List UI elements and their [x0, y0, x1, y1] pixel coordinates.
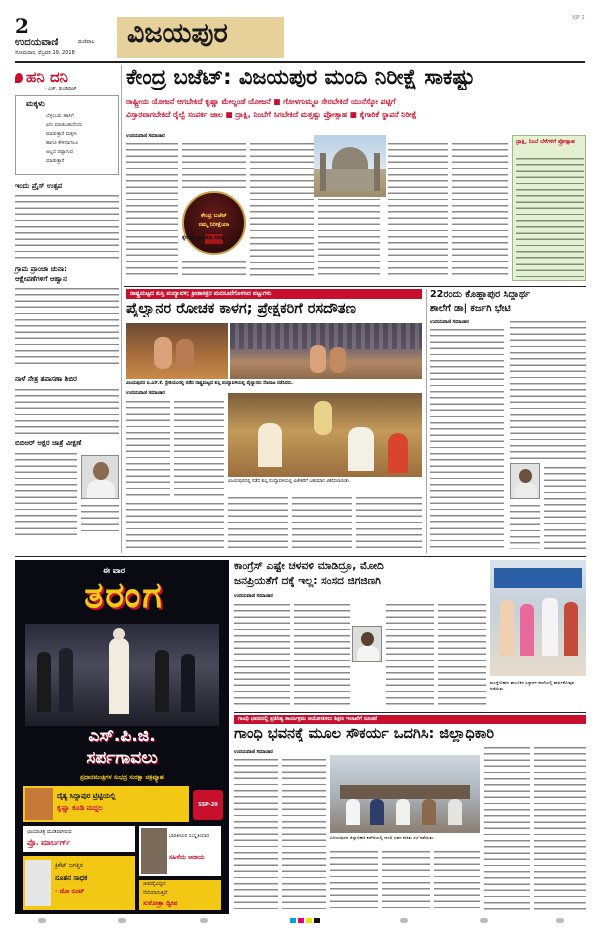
column-author: - ಎಚ್. ಡುಂಡಿರಾಜ್ [45, 87, 77, 92]
promo1-box [23, 786, 189, 822]
wrestling-body-col1 [126, 399, 170, 497]
poem-box [15, 95, 119, 175]
brief3-title: ನಾಳೆ ನೇತ್ರ ತಪಾಸಣಾ ಶಿಬಿರ [15, 375, 77, 383]
wrestling-photo-1 [126, 323, 228, 379]
lead-divider [124, 286, 586, 287]
gandhi-body-col6 [484, 745, 530, 911]
taranga-brand: ತರಂಗ [84, 575, 164, 616]
siddhartha-body-col1 [430, 327, 504, 549]
taranga-cover-title-2: ಸರ್ಪಗಾವಲು [86, 748, 158, 768]
taranga-cover-title-1: ಎಸ್.ಪಿ.ಜಿ. [88, 726, 156, 746]
promo3-box [23, 856, 135, 910]
mid-divider [15, 556, 586, 557]
promo1-photo [25, 788, 53, 820]
promo5-line2: ಸಹಿಳೆಯ ಆದಾಯ [169, 854, 205, 861]
poem-lines [46, 112, 112, 166]
lead-body-col2b [182, 259, 246, 279]
siddhartha-byline: ಉದಯವಾಣಿ ಸಮಾಚಾರ [430, 320, 469, 325]
wrestling-kicker: ರಾಷ್ಟ್ರಮಟ್ಟದ ಕುಸ್ತಿ ಪಂದ್ಯಾವಳಿ; ಕ್ರೀಡಾಸಕ್ತರ ಮನಸೂರೆಗೊಳಿಸಿದ ಪಟ್ಟುಗಳು [130, 290, 272, 297]
gandhi-caption: ವಿಜಯಪುರದ ಜಿಲ್ಲಾಧಿಕಾರಿ ಕಚೇರಿಯಲ್ಲಿ ಗಾಂಧಿ ಭವನ ಕುರಿತು ಸಭೆ ನಡೆಯಿತು. [330, 835, 435, 840]
gandhi-body-col2 [282, 757, 326, 911]
promo2-line2: ಪ್ರೊ. ಮಾರ್ಬರ್ಗ್ [27, 838, 71, 847]
siddhartha-event-photo [490, 560, 586, 676]
budget-badge-line1: ಕೇಂದ್ರ ಬಜೆಟ್ [201, 213, 227, 219]
sidebar-divider [121, 65, 122, 553]
lower-divider [234, 712, 586, 713]
brief4-body-cont [81, 503, 119, 535]
lead-headline: ಕೇಂದ್ರ ಬಜೆಟ್: ವಿಜಯಪುರ ಮಂದಿ ನಿರೀಕ್ಷೆ ಸಾಕಷ್ಟು [126, 65, 475, 89]
wrestling-caption-1: ವಿಜಯಪುರದ ಐ.ಎಸ್.ಕೆ. ಸ್ಟೇಡಿಯಂನಲ್ಲಿ ನಡೆದ ರಾಷ್ಟ್ರಮಟ್ಟದ ಕುಸ್ತಿ ಪಂದ್ಯಾವಳಿಯಲ್ಲಿ ಪೈಲ್ವಾನರು ಸೆಣಸಾಟ ನಡೆಸಿದರು. [126, 381, 294, 386]
masthead [0, 0, 600, 62]
brief1-title: ಇಂದು ಪ್ರೈಸ್ ಉತ್ಸವ [15, 182, 63, 190]
promo1-line1: ದೈತ್ಯ ಸಿದ್ದಾಪುರ ಟ್ರಿಟ್ಟಿಯಲ್ಲಿ [57, 792, 116, 800]
promo5-photo [141, 828, 167, 874]
gandhi-body-col3 [330, 849, 378, 911]
page-number: 2 [15, 14, 29, 38]
promo5-line1: ಭಾರತೀಯರ ಸಂಸ್ಕೃತಿಯಾದ [169, 834, 210, 839]
poem-title: ಮಕ್ಕಳು [26, 99, 45, 108]
date-line: ಸೋಮವಾರ, ಫೆಬ್ರವರಿ 19, 2018 [15, 50, 75, 56]
gandhi-headline: ಗಾಂಧಿ ಭವನಕ್ಕೆ ಮೂಲ ಸೌಕರ್ಯ ಒದಗಿಸಿ: ಜಿಲ್ಲಾಧಿಕಾರಿ [234, 726, 495, 742]
brief4-title: ಬಿಬಿಆರ್ ಅಕ್ಷರ ಜಾತ್ರೆ ವೀಕ್ಷಣೆ [15, 439, 82, 447]
budget-badge-line2: ನಮ್ಮ ನಿರೀಕ್ಷೆಯಾ [198, 222, 230, 228]
lead-body-col2 [182, 141, 246, 189]
promo3-line1: ಕ್ರಿಕೆಟ್ ಜಗತ್ತಿನ [55, 862, 84, 869]
promo2-box [23, 826, 135, 852]
promo4-line3: ಸುಕೋತ್ರಾ ದ್ವೀಪ [143, 899, 178, 907]
poem-line: ಬೆಳ್ಳಂಬರು ಹಾಸಿಗೆ [46, 114, 74, 119]
congress-headline-2: ಜನಪ್ರಿಯತೆಗೆ ದಕ್ಕೆ ಇಲ್ಲ: ಸಂಸದ ಜಿಗಜಿಣಗಿ [234, 575, 381, 587]
wrestling-headline: ಪೈಲ್ವಾನರ ರೋಚಕ ಕಾಳಗ; ಪ್ರೇಕ್ಷಕರಿಗೆ ರಸದೌತಣ [126, 301, 356, 317]
budget-badge [182, 191, 246, 255]
lead-body-col7 [452, 141, 508, 279]
siddhartha-body-col3 [544, 465, 586, 549]
brief2-body [15, 286, 119, 368]
gandhi-body-col1 [234, 757, 278, 911]
registration-marks [0, 918, 600, 928]
reg-mark [118, 918, 126, 923]
lead-deck-line1: ರಾಷ್ಟ್ರೀಯ ಯೋಜನೆ ಆಗಬೇಕಿದೆ ಕೃಷ್ಣಾ ಮೇಲ್ದಂಡೆ ಯೋಜನೆ ■ ಗೋಳಗುಮ್ಮಟ ಸೇರಬೇಕಿದೆ ಯುನೆಸ್ಕೋ ಪಟ್ಟಿಗೆ [126, 97, 396, 106]
lead-body-col3 [250, 141, 314, 233]
reg-mark-cyan [290, 918, 296, 923]
poem-line: ಅಲ್ಲದ ಪಟ್ಟಾಗುವ [46, 150, 73, 155]
gandhi-body-col5 [434, 849, 480, 911]
section-title: ವಿಜಯಪುರ [127, 18, 228, 49]
congress-body-col4 [438, 602, 486, 706]
wrestling-photo-2 [230, 323, 422, 379]
gandhi-byline: ಉದಯವಾಣಿ ಸಮಾಚಾರ [234, 750, 273, 755]
promo1-line2: ಕೃಷ್ಣಾ ಕೂಡಿ ಮದ್ದಲ [57, 804, 103, 812]
siddhartha-story [430, 289, 586, 553]
poem-line: ಏನು ಮಾಡಬಹುದೆಂದು [46, 123, 83, 128]
wrestling-byline: ಉದಯವಾಣಿ ಸಮಾಚಾರ [126, 391, 165, 396]
corner-tag: VJP 2 [572, 15, 585, 21]
lead-body-col6 [388, 141, 448, 279]
siddhartha-headline-2: ಶಾಲೆಗೆ ಡಾ| ಕರ್ಜಗಿ ಭೇಟಿ [430, 303, 511, 314]
column-logo [15, 67, 119, 95]
brief3-body [15, 387, 119, 435]
obituary-photo [81, 455, 119, 499]
lead-deck-line2: ವಿಸ್ತಾರವಾಗಬೇಕಿದೆ ರೈಲ್ವೆ ಸಂಪರ್ಕ ಜಾಲ ■ ದ್ರಾಕ್ಷಿ, ನಿಂಬೆಗೆ ಸಿಗಬೇಕಿದೆ ಮತ್ತಷ್ಟು ಪ್ರೋತ್ಸಾಹ ■ ಕೈಗಾರಿಕೆ ಸ್ಥಾಪನೆ ನಿರೀಕ್ಷೆ [126, 110, 417, 119]
highlight-body [516, 156, 584, 278]
reg-mark-yellow [306, 918, 312, 923]
brief4-body [15, 451, 77, 535]
reg-mark-black [314, 918, 320, 923]
wrestling-story [124, 289, 424, 553]
wrestling-body-col6 [356, 495, 422, 551]
lead-body-col1 [126, 141, 178, 277]
wrestling-body-col3 [126, 501, 224, 551]
column-logo-icon [15, 73, 23, 83]
promo2-line1: ಛಾಯಾಚಿತ್ರ ಮುಡಿಪಾಗಿರುವ [27, 829, 72, 835]
wrestling-body-col5 [292, 495, 352, 551]
reg-mark [38, 918, 46, 923]
siddhartha-portrait [510, 463, 540, 499]
congress-body-col1 [234, 602, 290, 706]
congress-body-col2 [294, 602, 350, 706]
poem-line: ಮಾಡುತ್ತಾರೆ ಮಕ್ಕಳು [46, 132, 78, 137]
gandhi-body-col7 [534, 745, 586, 911]
promo3-photo [25, 860, 51, 906]
brief2-subtitle: ಆಕ್ಷೇಪಣೆಗಳಿಗೆ ಆಹ್ವಾನ [15, 275, 67, 283]
wrestling-caption-2: ವಿಜಯಪುರದಲ್ಲಿ ನಡೆದ ಕುಸ್ತಿ ಪಂದ್ಯಾವಳಿಯಲ್ಲಿ ವಿಜೇತರಿಗೆ ಬಹುಮಾನ ವಿತರಿಸಲಾಯಿತು. [228, 479, 351, 484]
siddhartha-body-col4 [510, 503, 540, 549]
highlight-box [512, 135, 586, 281]
promo5-box [139, 826, 221, 876]
wrestling-divider [426, 289, 427, 553]
reg-mark-magenta [298, 918, 304, 923]
congress-body-col3 [386, 602, 434, 706]
highlight-title: ದ್ರಾಕ್ಷಿ, ನಿಂಬೆ ಬೆಳೆಗಳಿಗೆ ಪ್ರೋತ್ಸಾಹ [516, 139, 575, 145]
lead-body-col4 [250, 235, 314, 279]
gandhi-story [234, 715, 586, 915]
brief1-body [15, 193, 119, 259]
promo3-line3: - ಜೋ ರೂಟ್ [55, 888, 85, 895]
lead-subhead: ಕೈಗಾರಿಕೆ ಸ್ಥಾಪನೆಯ ನಿರೀಕ್ಷೆ [182, 235, 225, 241]
poem-line: ಹಾಗೂ ಕೇಳಿದಾಗಲೂ [46, 141, 79, 146]
taranga-ad [15, 560, 229, 914]
promo3-line2: ನೂತನ ಸಾಧಕ [55, 874, 88, 882]
edition-label: ಮಣಿಪಾಲ [78, 39, 95, 45]
reg-mark [200, 918, 208, 923]
taranga-cover-subtitle: ಪ್ರಧಾನಮಂತ್ರಿಗಳ ಸುಭದ್ರ ಸುರಕ್ಷಾ ಚಕ್ರವ್ಯೂಹ [80, 774, 164, 781]
column-logo-text: ಹನಿ ದನಿ [26, 68, 68, 86]
sidebar [15, 65, 119, 553]
poem-line: ಮಾಡುತ್ತಾರೆ [46, 159, 65, 164]
wrestling-photo-3 [228, 393, 422, 477]
promo4-line1: ಜೀವವೈವಿಧ್ಯದ [143, 881, 166, 887]
reg-mark [556, 918, 564, 923]
promo4-line2: ನೆಲೆಯಾಗುತ್ತಿದೆ [143, 890, 168, 896]
gandhi-body-col4 [382, 849, 430, 911]
congress-mp-photo [352, 626, 382, 662]
lead-story [124, 63, 586, 285]
lead-deck [126, 95, 586, 121]
reg-mark [480, 918, 488, 923]
siddhartha-event-caption: ಮುದ್ದೇಬಿಹಾಳ ತಾಲೂಕಿನ ಸಿದ್ಧಾರ್ಥ ಶಾಲೆಯಲ್ಲಿ ವಾರ್ಷಿಕೋತ್ಸವ ನಡೆಯಿತು. [490, 680, 575, 691]
paper-name: ಉದಯವಾಣಿ [15, 37, 59, 48]
brief2-title: ಗ್ರಾಮ ಪ್ರಾಂಚಾ ಚುನಾ: [15, 265, 67, 273]
lead-byline: ಉದಯವಾಣಿ ಸಮಾಚಾರ [126, 134, 165, 139]
gandhi-meeting-photo [330, 755, 480, 833]
taranga-cover-photo [25, 624, 219, 726]
reg-mark [400, 918, 408, 923]
congress-headline-1: ಕಾಂಗ್ರೆಸ್ ಎಷ್ಟೇ ಚಳವಳಿ ಮಾಡಿದ್ರೂ, ಮೋದಿ [234, 560, 384, 572]
taranga-side-badge: SSP-20 [193, 790, 223, 820]
gandhi-kicker: ಗಾಂಧಿ ಭವನದಲ್ಲಿ ಪ್ರತಿನಿತ್ಯ ಕಾರ್ಯಕ್ರಮ ಆಯೋಜಿಸಲು ಶಿಕ್ಷಣ ಇಲಾಖೆಗೆ ಸೂಚನೆ [238, 716, 377, 722]
congress-byline: ಉದಯವಾಣಿ ಸಮಾಚಾರ [234, 594, 273, 599]
promo4-box [139, 880, 221, 910]
taranga-top-label: ಈ ವಾರ [103, 566, 125, 575]
siddhartha-headline-1: 22ರಂದು ಕೊಹ್ಲಾಪುರ ಸಿದ್ಧಾರ್ಥ [430, 289, 531, 300]
siddhartha-body-col2 [510, 319, 586, 461]
wrestling-body-col2 [174, 399, 224, 497]
gol-gumbaz-photo [314, 135, 386, 197]
wrestling-body-col4 [228, 495, 288, 551]
